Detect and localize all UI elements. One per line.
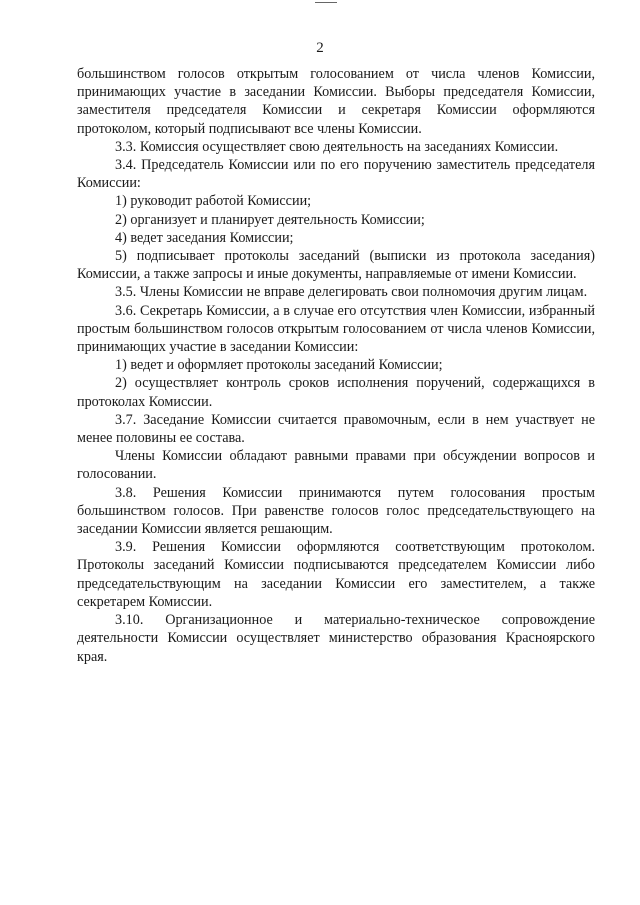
paragraph-3-10: 3.10. Организационное и материально-техническое сопровождение деятельности Комиссии осуществляет министерство образования Красноярского края. (77, 612, 595, 665)
list-item: 1) руководит работой Комиссии; (115, 193, 312, 210)
list-item: 5) подписывает протоколы заседаний (выписки из протокола заседания) Комиссии, а также запросы и иные документы, направляемые от имени Комиссии. (77, 248, 595, 283)
list-item: 2) организует и планирует деятельность Комиссии; (115, 211, 425, 228)
paragraph-continuation: большинством голосов открытым голосованием от числа членов Комиссии, принимающих участие в заседании Комиссии. Выборы председателя Комиссии, заместителя председателя Комиссии и секретаря Комиссии оформляются протоколом, который подписывают все члены Комиссии. (77, 66, 595, 137)
paragraph-3-7: 3.7. Заседание Комиссии считается правомочным, если в нем участвует не менее половины ее состава. (77, 411, 595, 447)
paragraph-3-5: 3.5. Члены Комиссии не вправе делегировать свои полномочия другим лицам. (115, 284, 588, 301)
list-item: 4) ведет заседания Комиссии; (115, 229, 294, 246)
paragraph-members-rights: Члены Комиссии обладают равными правами при обсуждении вопросов и голосовании. (77, 448, 595, 483)
document-body (77, 65, 595, 666)
paragraph-3-3: 3.3. Комиссия осуществляет свою деятельность на заседаниях Комиссии. (115, 138, 559, 155)
paragraph-3-6: 3.6. Секретарь Комиссии, а в случае его отсутствия член Комиссии, избранный простым большинством голосов открытым голосованием от числа членов Комиссии, принимающих участие в заседании Комиссии: (77, 302, 595, 356)
paragraph-3-8: 3.8. Решения Комиссии принимаются путем голосования простым большинством голосов. При равенстве голосов голос председательствующего на заседании Комиссии является решающим. (77, 484, 595, 538)
page-number: 2 (316, 40, 324, 56)
list-item: 1) ведет и оформляет протоколы заседаний Комиссии; (115, 357, 443, 374)
paragraph-3-4: 3.4. Председатель Комиссии или по его поручению заместитель председателя Комиссии: (77, 157, 595, 192)
top-edge-mark (315, 2, 337, 3)
paragraph-3-9: 3.9. Решения Комиссии оформляются соответствующим протоколом. Протоколы заседаний Комиссии подписываются председателем Комиссии либо председательствующим на заседании Комиссии его заместителем, а также секретарем Комиссии. (77, 539, 595, 610)
list-item: 2) осуществляет контроль сроков исполнения поручений, содержащихся в протоколах Комиссии. (77, 375, 595, 410)
